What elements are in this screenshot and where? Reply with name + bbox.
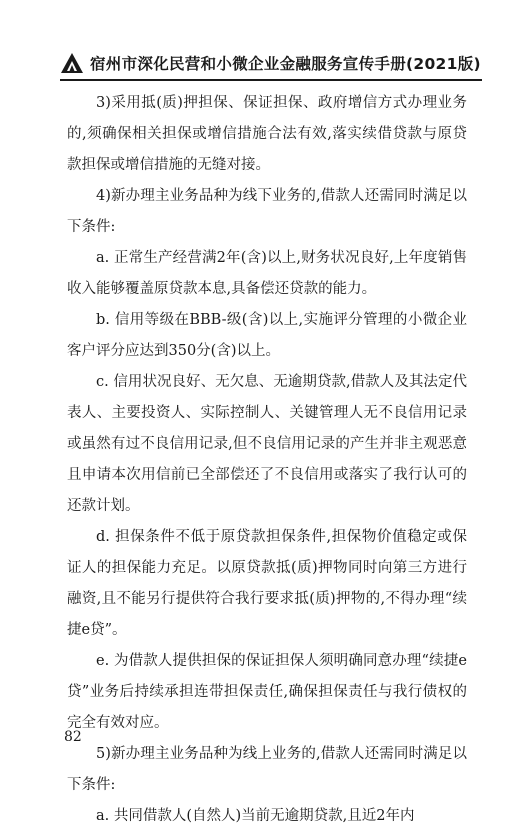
header-rule (60, 79, 482, 81)
paragraph-4b: b. 信用等级在BBB-级(含)以上,实施评分管理的小微企业客户评分应达到350分(含)以上。 (67, 312, 467, 359)
body-text (67, 88, 467, 832)
paragraph-4e: e. 为借款人提供担保的保证担保人须明确同意办理“续捷e贷”业务后持续承担连带担保责任,确保担保责任与我行债权的完全有效对应。 (67, 653, 467, 731)
paragraph-4d: d. 担保条件不低于原贷款担保条件,担保物价值稳定或保证人的担保能力充足。以原贷款抵(质)押物同时向第三方进行融资,且不能另行提供符合我行要求抵(质)押物的,不得办理“续捷e贷”。 (67, 529, 467, 638)
page-number: 82 (64, 729, 82, 745)
paragraph-5: 5)新办理主业务品种为线上业务的,借款人还需同时满足以下条件: (67, 746, 467, 793)
paragraph-4c: c. 信用状况良好、无欠息、无逾期贷款,借款人及其法定代表人、主要投资人、实际控制人、关键管理人无不良信用记录或虽然有过不良信用记录,但不良信用记录的产生并非主观恶意且申请本次用信前已全部偿还了不良信用或落实了我行认可的还款计划。 (67, 374, 467, 514)
header-title: 宿州市深化民营和小微企业金融服务宣传手册(2021版) (90, 55, 481, 73)
paragraph-4a: a. 正常生产经营满2年(含)以上,财务状况良好,上年度销售收入能够覆盖原贷款本息,具备偿还贷款的能力。 (67, 250, 467, 297)
page-header (60, 50, 480, 76)
paragraph-4: 4)新办理主业务品种为线下业务的,借款人还需同时满足以下条件: (67, 188, 467, 235)
mountain-logo-icon (60, 52, 84, 74)
paragraph-3: 3)采用抵(质)押担保、保证担保、政府增信方式办理业务的,须确保相关担保或增信措施合法有效,落实续借贷款与原贷款担保或增信措施的无缝对接。 (67, 95, 467, 173)
paragraph-5a: a. 共同借款人(自然人)当前无逾期贷款,且近2年内 (96, 808, 415, 824)
